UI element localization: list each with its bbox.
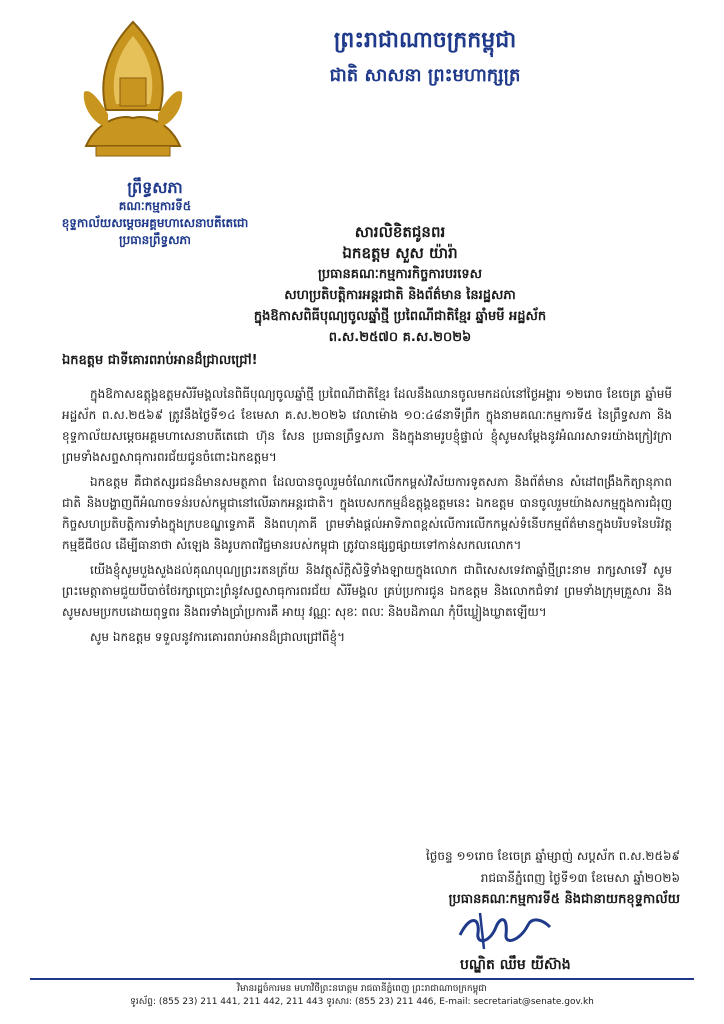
senate-emblem-logo	[78, 18, 188, 168]
president-title: ប្រធានព្រឹទ្ធសភា	[119, 233, 191, 247]
footer-address: វិមានរដ្ឋចំការមន មហាវិថីព្រះនរោត្តម រាជធានីភ្នំពេញ ព្រះរាជាណាចក្រកម្ពុជា	[237, 984, 487, 994]
title-line: ក្នុងឱកាសពិធីបុណ្យចូលឆ្នាំថ្មី ប្រពៃណីជាតិខ្មែរ ឆ្នាំមមី អដ្ឋស័ក	[253, 309, 547, 324]
lunar-date: ថ្ងៃចន្ទ ១១រោច ខែចេត្រ ឆ្នាំម្សាញ់ សប្តស័ក ព.ស.២៥៦៩	[426, 849, 680, 863]
greeting: ឯកឧត្តម ជាទីគោរពរាប់អានដ៏ជ្រាលជ្រៅ!	[62, 353, 258, 368]
signer-name: បណ្ឌិត ឈឹម យីស៊ាង	[460, 957, 571, 973]
title-line: ប្រធានគណៈកម្មការកិច្ចការបរទេស	[318, 267, 482, 282]
title-line: ឯកឧត្តម សួស យ៉ារ៉ា	[342, 244, 458, 262]
kingdom-heading: ព្រះរាជាណាចក្រកម្ពុជា	[333, 28, 517, 53]
national-motto: ជាតិ សាសនា ព្រះមហាក្សត្រ	[329, 65, 521, 86]
office-name: ខុទ្ទកាល័យសម្តេចអគ្គមហាសេនាបតីតេជោ	[61, 216, 249, 230]
commission-name: គណៈកម្មការទី៥	[118, 199, 192, 213]
title-line: សហប្រតិបត្តិការអន្តរជាតិ និងព័ត៌មាន នៃរដ្ឋសភា	[284, 288, 516, 303]
body-paragraph: ក្នុងឱកាសឧត្តុង្គឧត្តមសិរីមង្គលនៃពិធីបុណ្យចូលឆ្នាំថ្មី ប្រពៃណីជាតិខ្មែរ ដែលនឹងឈានចូលមកដល់នៅថ្ងៃអង្គារ ១២រោច ខែចេត្រ ឆ្នាំមមី អដ្ឋស័ក ព.ស.២៥៦៩ ត្រូវនឹងថ្ងៃទី១៤ ខែមេសា គ.ស.២០២៦ វេលាម៉ោង ១០:៤៨នាទីព្រឹក ក្នុងនាមគណៈកម្មការទី៥ នៃព្រឹទ្ធសភា និងខុទ្ទកាល័យសម្តេចអគ្គមហាសេនាបតីតេជោ ហ៊ុន សែន ប្រធានព្រឹទ្ធសភា និងក្នុងនាមរូបខ្ញុំផ្ទាល់ ខ្ញុំសូមសម្តែងនូវអំណរសាទរយ៉ាងក្រៀវក្រា ព្រមទាំងសព្ទសាធុការពរជ័យជូនចំពោះឯកឧត្តម។	[62, 387, 672, 464]
handwritten-signature	[450, 905, 560, 955]
date-block	[290, 845, 680, 911]
footer-divider	[30, 978, 694, 980]
letter-body	[62, 384, 672, 652]
body-paragraph: ឯកឧត្តម គឺជាឥស្សរជនដ៏មានសមត្ថភាព ដែលបានចូលរួមចំណែកលើកកម្ពស់វិស័យការទូតសភា និងព័ត៌មាន សំដៅពង្រឹងកិត្យានុភាពជាតិ និងបង្ហាញពីអំណាចទន់របស់កម្ពុជានៅលើឆាកអន្តរជាតិ។ ក្នុងបេសកកម្មដ៏ឧត្តុង្គឧត្តមនេះ ឯកឧត្តម បានចូលរួមយ៉ាងសកម្មក្នុងការជំរុញកិច្ចសហប្រតិបត្តិការទាំងក្នុងក្របខណ្ឌទ្វេភាគី និងពហុភាគី ព្រមទាំងផ្តល់អាទិភាពខ្ពស់លើការលើកកម្ពស់ទំនើបកម្មព័ត៌មានក្នុងបរិបទនៃបរិវត្តកម្មឌីជីថល ដើម្បីធានាថា សំឡេង និងរូបភាពវិជ្ជមានរបស់កម្ពុជា ត្រូវបានផ្សព្វផ្សាយទៅកាន់សកលលោក។	[62, 475, 672, 552]
footer-contact: ទូរស័ព្ទ: (855 23) 211 441, 211 442, 211 443 ទូរសារ: (855 23) 211 446, E-mail: secretariat@senate.gov.kh	[130, 997, 594, 1007]
title-line: សារលិខិតជូនពរ	[354, 223, 446, 241]
body-paragraph: សូម ឯកឧត្តម ទទួលនូវការគោរពរាប់អានដ៏ជ្រាលជ្រៅពីខ្ញុំ។	[90, 630, 346, 644]
body-paragraph: យើងខ្ញុំសូមបួងសួងដល់គុណបុណ្យព្រះរតនត្រ័យ និងវត្ថុស័ក្តិសិទ្ធិទាំងឡាយក្នុងលោក ជាពិសេសទេវតាឆ្នាំថ្មីព្រះនាម រាក្សសាទេវី សូមព្រះមេត្តាតាមជួយបីបាច់ថែរក្សាប្រោះព្រំនូវសព្ទសាធុការពរជ័យ សិរីមង្គល គ្រប់ប្រការជូន ឯកឧត្តម និងលោកជំទាវ ព្រមទាំងក្រុមគ្រួសារ និងសូមសមប្រកបដោយពុទ្ធពរ និងពរទាំងប្រាំប្រការគឺ អាយុ វណ្ណៈ សុខៈ ពលៈ និងបដិភាណ កុំបីឃ្លៀងឃ្លាតឡើយ។	[62, 563, 672, 619]
solar-date: រាជធានីភ្នំពេញ ថ្ងៃទី១៣ ខែមេសា ឆ្នាំ២០២៦	[480, 871, 680, 885]
title-line: ព.ស.២៥៧០ គ.ស.២០២៦	[328, 330, 472, 345]
signer-role: ប្រធានគណៈកម្មការទី៥ និងជានាយកខុទ្ទកាល័យ	[448, 892, 680, 907]
senate-name: ព្រឹទ្ធសភា	[127, 178, 183, 197]
letter-title	[150, 222, 650, 348]
footer	[30, 983, 694, 1009]
